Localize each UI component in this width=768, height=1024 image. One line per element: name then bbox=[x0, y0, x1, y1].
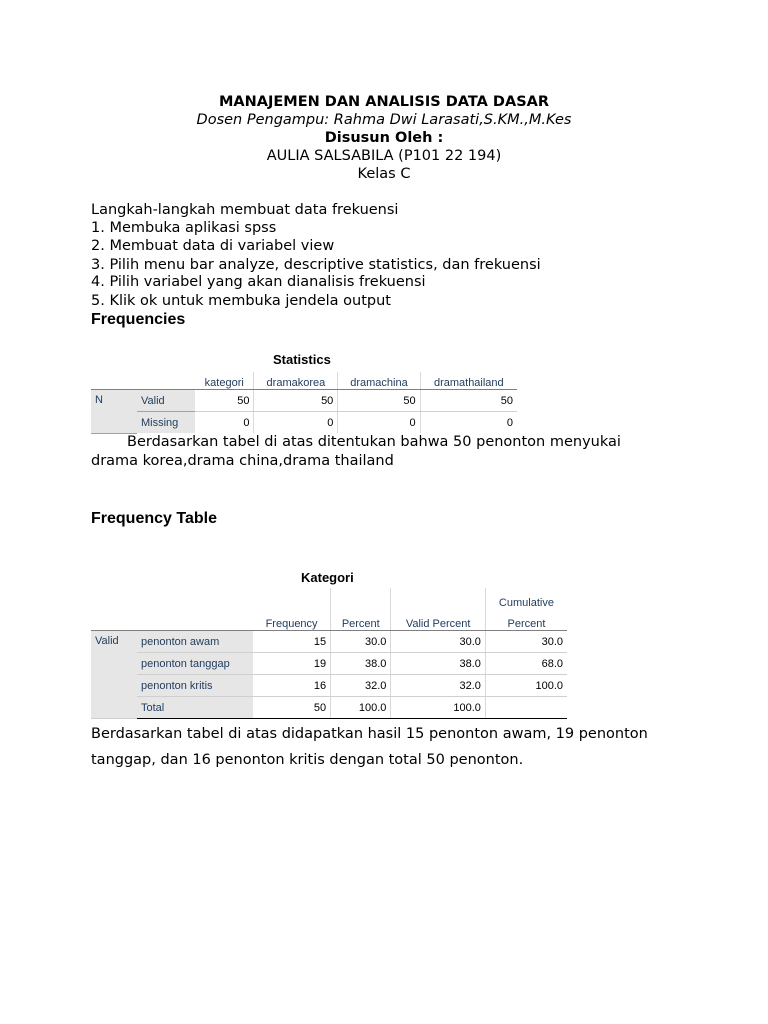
table-cell: 30.0 bbox=[485, 631, 567, 653]
table-cell bbox=[485, 697, 567, 719]
frequencies-note-line: drama korea,drama china,drama thailand bbox=[91, 453, 394, 469]
column-header: Frequency bbox=[253, 609, 331, 631]
table-row bbox=[91, 390, 517, 412]
table-row bbox=[91, 697, 567, 719]
row-label: penonton tanggap bbox=[137, 653, 253, 675]
row-label: Missing bbox=[137, 412, 195, 434]
table-cell: 38.0 bbox=[391, 653, 486, 675]
frequencies-heading: Frequencies bbox=[91, 311, 186, 328]
table-row bbox=[91, 675, 567, 697]
arranged-by-label: Disusun Oleh : bbox=[324, 130, 444, 146]
row-label: penonton awam bbox=[137, 631, 253, 653]
table-cell: 0 bbox=[338, 412, 420, 434]
table-cell: 0 bbox=[254, 412, 338, 434]
table-cell: 0 bbox=[420, 412, 517, 434]
row-label: Valid bbox=[137, 390, 195, 412]
lecturer-line: Dosen Pengampu: Rahma Dwi Larasati,S.KM.,M.Kes bbox=[196, 112, 572, 128]
column-header: dramakorea bbox=[254, 372, 338, 390]
column-header: dramachina bbox=[338, 372, 420, 390]
table-cell: 32.0 bbox=[331, 675, 391, 697]
table-row bbox=[91, 653, 567, 675]
table-cell: 32.0 bbox=[391, 675, 486, 697]
table-cell: 50 bbox=[254, 390, 338, 412]
table-cell: 30.0 bbox=[391, 631, 486, 653]
table-row bbox=[91, 631, 567, 653]
table-cell: 30.0 bbox=[331, 631, 391, 653]
column-header: kategori bbox=[195, 372, 254, 390]
step-item: 5. Klik ok untuk membuka jendela output bbox=[91, 293, 391, 309]
steps-intro: Langkah-langkah membuat data frekuensi bbox=[91, 202, 399, 218]
table-cell: 19 bbox=[253, 653, 331, 675]
table-cell: 38.0 bbox=[331, 653, 391, 675]
table-cell: 50 bbox=[338, 390, 420, 412]
step-item: 2. Membuat data di variabel view bbox=[91, 238, 335, 254]
frequency-table-note-line: Berdasarkan tabel di atas didapatkan hasil 15 penonton awam, 19 penonton bbox=[91, 726, 648, 742]
table-cell: 16 bbox=[253, 675, 331, 697]
step-item: 3. Pilih menu bar analyze, descriptive statistics, dan frekuensi bbox=[91, 257, 541, 273]
column-header: dramathailand bbox=[420, 372, 517, 390]
frequencies-note-line: Berdasarkan tabel di atas ditentukan bahwa 50 penonton menyukai bbox=[127, 434, 621, 450]
kategori-table-title: Kategori bbox=[301, 570, 354, 585]
row-label: penonton kritis bbox=[137, 675, 253, 697]
table-cell: 50 bbox=[195, 390, 254, 412]
table-cell: 0 bbox=[195, 412, 254, 434]
table-cell: 50 bbox=[253, 697, 331, 719]
table-cell: 50 bbox=[420, 390, 517, 412]
document-title: MANAJEMEN DAN ANALISIS DATA DASAR bbox=[218, 94, 550, 110]
table-cell: 68.0 bbox=[485, 653, 567, 675]
table-row bbox=[91, 412, 517, 434]
statistics-table-title: Statistics bbox=[273, 352, 331, 367]
column-header: Percent bbox=[331, 609, 391, 631]
table-cell: 100.0 bbox=[485, 675, 567, 697]
kategori-table bbox=[91, 588, 567, 719]
frequency-table-note-line: tanggap, dan 16 penonton kritis dengan total 50 penonton. bbox=[91, 752, 524, 768]
row-label: Total bbox=[137, 697, 253, 719]
class-label: Kelas C bbox=[357, 166, 411, 182]
column-header: Percent bbox=[485, 609, 567, 631]
table-cell: 15 bbox=[253, 631, 331, 653]
step-item: 1. Membuka aplikasi spss bbox=[91, 220, 277, 236]
table-cell: 100.0 bbox=[331, 697, 391, 719]
author-name: AULIA SALSABILA (P101 22 194) bbox=[266, 148, 502, 164]
step-item: 4. Pilih variabel yang akan dianalisis frekuensi bbox=[91, 274, 426, 290]
row-group-label: Valid bbox=[91, 631, 137, 719]
column-header: Valid Percent bbox=[391, 609, 486, 631]
statistics-table bbox=[91, 372, 517, 434]
column-header-top: Cumulative bbox=[498, 597, 554, 609]
frequency-table-heading: Frequency Table bbox=[91, 510, 217, 527]
row-group-label: N bbox=[91, 390, 137, 434]
table-cell: 100.0 bbox=[391, 697, 486, 719]
